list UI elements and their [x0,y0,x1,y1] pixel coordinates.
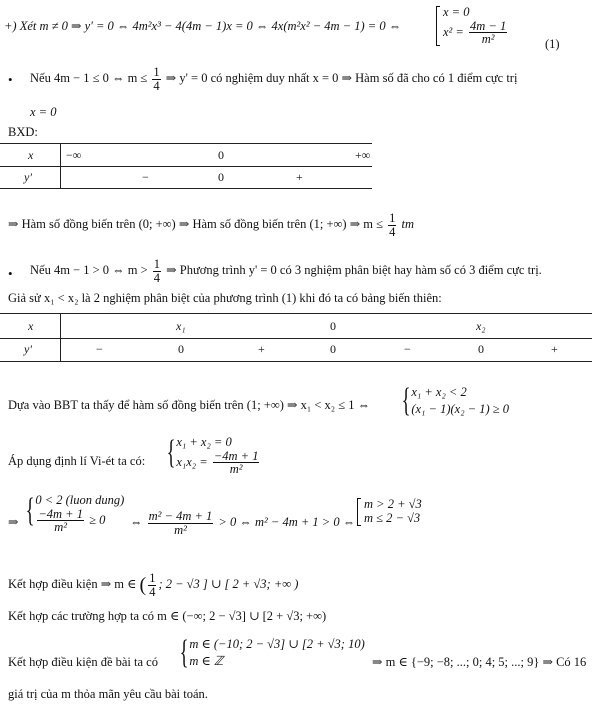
table2-sign-7: + [551,342,558,356]
vieta-sys-2-num: −4m + 1 [213,448,259,463]
combine-3-a: Kết hợp điều kiện đề bài ta có [8,655,158,669]
combine-3 [8,656,158,670]
result-fraction [148,510,214,536]
bullet-2-b: ⇒ Phương trình y' = 0 có 3 nghiệm phân biệt hay hàm số có 3 điểm cực trị. [166,262,542,277]
table2-x2: x₂ [476,319,486,333]
bullet-2-icon: • [8,266,13,281]
conclusion-1-b: tm [401,216,415,231]
case-m-nonzero [4,20,401,34]
vieta-sys-2-fraction [213,450,260,476]
vieta-system [163,436,261,476]
bullet-1-icon: • [8,72,13,87]
conclusion-1-a: ⇒ Hàm số đồng biến trên (0; +∞) ⇒ Hàm số đồng biến trên (1; +∞) ⇒ m ≤ [8,216,384,231]
case-m-nonzero-text: +) Xét m ≠ 0 ⇒ y' = 0 ⇔ 4m²x³ − 4(4m − 1)x = 0 ⇔ 4x(m²x² − 4m − 1) = 0 ⇔ [4,19,402,33]
table2-x-zero: 0 [330,319,336,333]
result-fraction-num: m² − 4m + 1 [148,509,213,523]
result-arrow: ⇒ [8,515,19,529]
table1-x-label: x [28,148,34,162]
table2-mid-border [0,338,592,339]
bullet-2-fraction [153,258,161,284]
result-brace: { [25,492,35,529]
case-label: (1) [545,37,560,51]
table1-sign-2: 0 [218,170,224,184]
case-system [436,6,509,46]
result-sys-2-num: −4m + 1 [38,506,83,521]
bbt-system [398,384,509,418]
bullet-2-num: 1 [153,257,161,271]
table1-top-border [0,143,372,144]
table2-yp-label: y' [24,342,32,356]
table2-sign-1: − [96,342,103,356]
result-b: > 0 ⇔ m² − 4m + 1 > 0 ⇔ [218,514,356,529]
bullet-2-a: Nếu 4m − 1 > 0 ⇔ m > [30,262,148,277]
bullet-2-line [30,258,542,284]
combine-1-num: 1 [149,571,156,585]
table2-sign-6: 0 [478,342,484,356]
bbt-line-text: Dựa vào BBT ta thấy để hàm số đồng biến trên (1; +∞) ⇒ x₁ < x₂ ≤ 1 ⇔ [8,398,371,412]
case-bracket [436,6,440,46]
case-sys-line2-left: x² = [443,24,464,39]
vieta-line: Áp dụng định lí Vi-ét ta có: [8,454,146,468]
case-sys-den: m² [481,32,495,47]
table1-bottom-border [0,188,372,189]
result-middle [130,510,355,536]
combine-1-b: ; 2 − √3 ] ∪ [ 2 + √3; +∞ ) [158,576,299,591]
result-system [22,494,124,534]
result-sys-2-right: ≥ 0 [89,512,106,527]
bbt-line [8,399,370,413]
combine-3-sys-1: m ∈ (−10; 2 − √3] ∪ [2 + √3; 10) [189,636,365,651]
table2-top-border [0,313,592,314]
case-sys-fraction [469,20,507,46]
bbt-sys-2: (x₁ − 1)(x₂ − 1) ≥ 0 [411,401,509,416]
combine-1 [8,572,298,598]
result-or-system [357,498,422,526]
conclusion-1-num: 1 [389,211,396,225]
table2-sign-4: 0 [330,342,336,356]
vieta-sys-2-den: m² [229,462,243,477]
table2-bottom-border [0,361,592,362]
conclusion-1 [8,212,414,238]
vieta-brace: { [166,434,176,471]
result-fraction-den: m² [174,522,187,537]
table1-yp-label: y' [24,170,32,184]
table2-divider [60,313,61,361]
result-bracket [357,498,361,526]
combine-1-den: 4 [149,584,156,599]
result-sys-2 [35,508,124,534]
bullet-1-line [30,66,517,92]
table2-sign-3: + [258,342,265,356]
table2-x1: x₁ [176,319,186,333]
table1-mid-border [0,166,372,167]
final-line: giá trị của m thỏa mãn yêu cầu bài toán. [8,687,208,701]
result-or-2: m ≤ 2 − √3 [364,510,421,525]
result-mid-symbol: ⇔ [130,514,143,529]
table1-sign-1: − [142,170,149,184]
assume-line: Giả sử x₁ < x₂ là 2 nghiệm phân biệt của phương trình (1) khi đó ta có bảng biến thiên: [8,291,442,305]
conclusion-1-den: 4 [389,224,396,239]
result-sys-1: 0 < 2 (luon dung) [35,493,125,507]
combine-1-fraction [148,572,156,598]
combine-3-sys-2: m ∈ ℤ [189,653,224,668]
case-sys-num: 4m − 1 [469,18,507,33]
table1-divider [60,143,61,188]
result-sys-2-fraction [37,508,84,534]
case-sys-line1: x = 0 [443,5,470,19]
bbt-sys-1: x₁ + x₂ < 2 [411,384,467,399]
result-sys-2-den: m² [54,520,68,535]
table2-sign-5: − [404,342,411,356]
combine-3-brace: { [179,634,189,671]
combine-1-a: Kết hợp điều kiện ⇒ m ∈ [8,576,137,591]
table1-x-zero: 0 [218,148,224,162]
vieta-sys-2 [176,450,261,476]
bullet-1-b: ⇒ y' = 0 có nghiệm duy nhất x = 0 ⇒ Hàm số đã cho có 1 điểm cực trị [165,70,518,85]
result-or-1: m > 2 + √3 [364,497,422,511]
combine-3-system [176,636,365,670]
combine-1-paren: ( [139,574,147,596]
bbt-brace: { [401,382,411,419]
bullet-2-den: 4 [153,270,161,285]
bullet-1-den: 4 [153,78,160,93]
case-sys-line2 [443,20,509,46]
bxd-label: BXD: [8,125,38,139]
table1-sign-3: + [296,170,303,184]
bullet-1-a: Nếu 4m − 1 ≤ 0 ⇔ m ≤ [30,70,148,85]
conclusion-1-fraction [388,212,396,238]
vieta-sys-1: x₁ + x₂ = 0 [176,435,232,449]
combine-2: Kết hợp các trường hợp ta có m ∈ (−∞; 2 − √3] ∪ [2 + √3; +∞) [8,609,327,623]
table2-x-label: x [28,319,34,333]
bullet-1-c: x = 0 [30,105,57,119]
bullet-1-num: 1 [153,65,160,79]
table1-x-pos-inf: +∞ [355,148,371,162]
bullet-1-fraction [152,66,160,92]
table1-x-neg-inf: −∞ [66,148,82,162]
table2-sign-2: 0 [178,342,184,356]
combine-3-result: ⇒ m ∈ {−9; −8; ...; 0; 4; 5; ...; 9} ⇒ Có 16 [372,655,587,669]
vieta-sys-2-left: x₁x₂ = [176,454,208,469]
